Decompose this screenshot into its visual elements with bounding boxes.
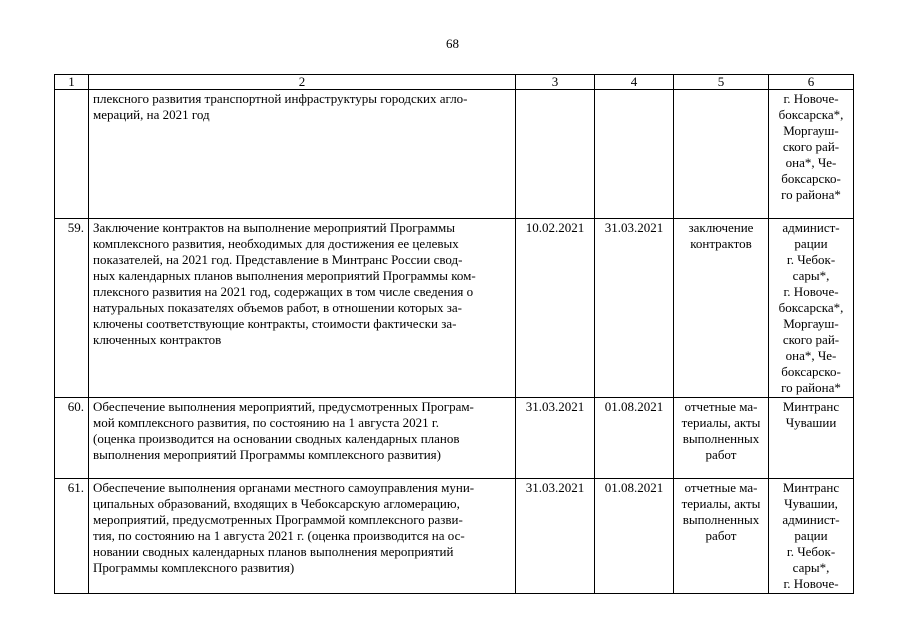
row-result: заключение контрактов (674, 219, 769, 398)
table-row (55, 90, 854, 219)
page-number: 68 (446, 36, 459, 51)
row-number (55, 90, 89, 219)
row-end-date: 01.08.2021 (595, 398, 674, 479)
table-row (55, 219, 854, 398)
row-start-date (516, 90, 595, 219)
table-header-row (55, 75, 854, 90)
row-number: 61. (55, 479, 89, 594)
row-result (674, 90, 769, 219)
row-description: Обеспечение выполнения мероприятий, предусмотренных Програм- мой комплексного развития, по состоянию на 1 августа 2021 г. (оценка производится на основании сводных календарных планов выполнения мероприятий Программы комплексного развития) (89, 398, 516, 479)
row-end-date (595, 90, 674, 219)
header-col-3: 3 (516, 75, 595, 90)
row-result: отчетные ма- териалы, акты выполненных работ (674, 398, 769, 479)
row-result: отчетные ма- териалы, акты выполненных работ (674, 479, 769, 594)
header-col-4: 4 (595, 75, 674, 90)
row-description: плексного развития транспортной инфраструктуры городских агло- мераций, на 2021 год (89, 90, 516, 219)
header-col-6: 6 (769, 75, 854, 90)
row-number: 60. (55, 398, 89, 479)
row-description: Заключение контрактов на выполнение мероприятий Программы комплексного развития, необходимых для достижения ее целевых показателей, на 2021 год. Представление в Минтранс России свод- ных календарных планов выполнения мероприятий Программы ком- плексного развития на 2021 год, содержащих в том числе сведения о натуральных показателях объемов работ, в отношении которых за- ключены соответствующие контракты, стоимости фактически за- ключенных контрактов (89, 219, 516, 398)
row-description: Обеспечение выполнения органами местного самоуправления муни- ципальных образований, входящих в Чебоксарскую агломерацию, мероприятий, предусмотренных Программой комплексного разви- тия, по состоянию на 1 августа 2021 г. (оценка производится на ос- новании сводных календарных планов выполнения мероприятий Программы комплексного развития) (89, 479, 516, 594)
table-row (55, 479, 854, 594)
header-col-5: 5 (674, 75, 769, 90)
row-end-date: 31.03.2021 (595, 219, 674, 398)
row-responsible: г. Новоче- боксарска*, Моргауш- ского рай- она*, Че- боксарско- го района* (769, 90, 854, 219)
row-end-date: 01.08.2021 (595, 479, 674, 594)
header-col-1: 1 (55, 75, 89, 90)
row-responsible: админист- рации г. Чебок- сары*, г. Новоче- боксарска*, Моргауш- ского рай- она*, Че- боксарско- го района* (769, 219, 854, 398)
row-responsible: Минтранс Чувашии (769, 398, 854, 479)
row-number: 59. (55, 219, 89, 398)
header-col-2: 2 (89, 75, 516, 90)
table-row (55, 398, 854, 479)
schedule-table (54, 74, 854, 594)
row-start-date: 10.02.2021 (516, 219, 595, 398)
row-start-date: 31.03.2021 (516, 479, 595, 594)
row-start-date: 31.03.2021 (516, 398, 595, 479)
row-responsible: Минтранс Чувашии, админист- рации г. Чебок- сары*, г. Новоче- (769, 479, 854, 594)
